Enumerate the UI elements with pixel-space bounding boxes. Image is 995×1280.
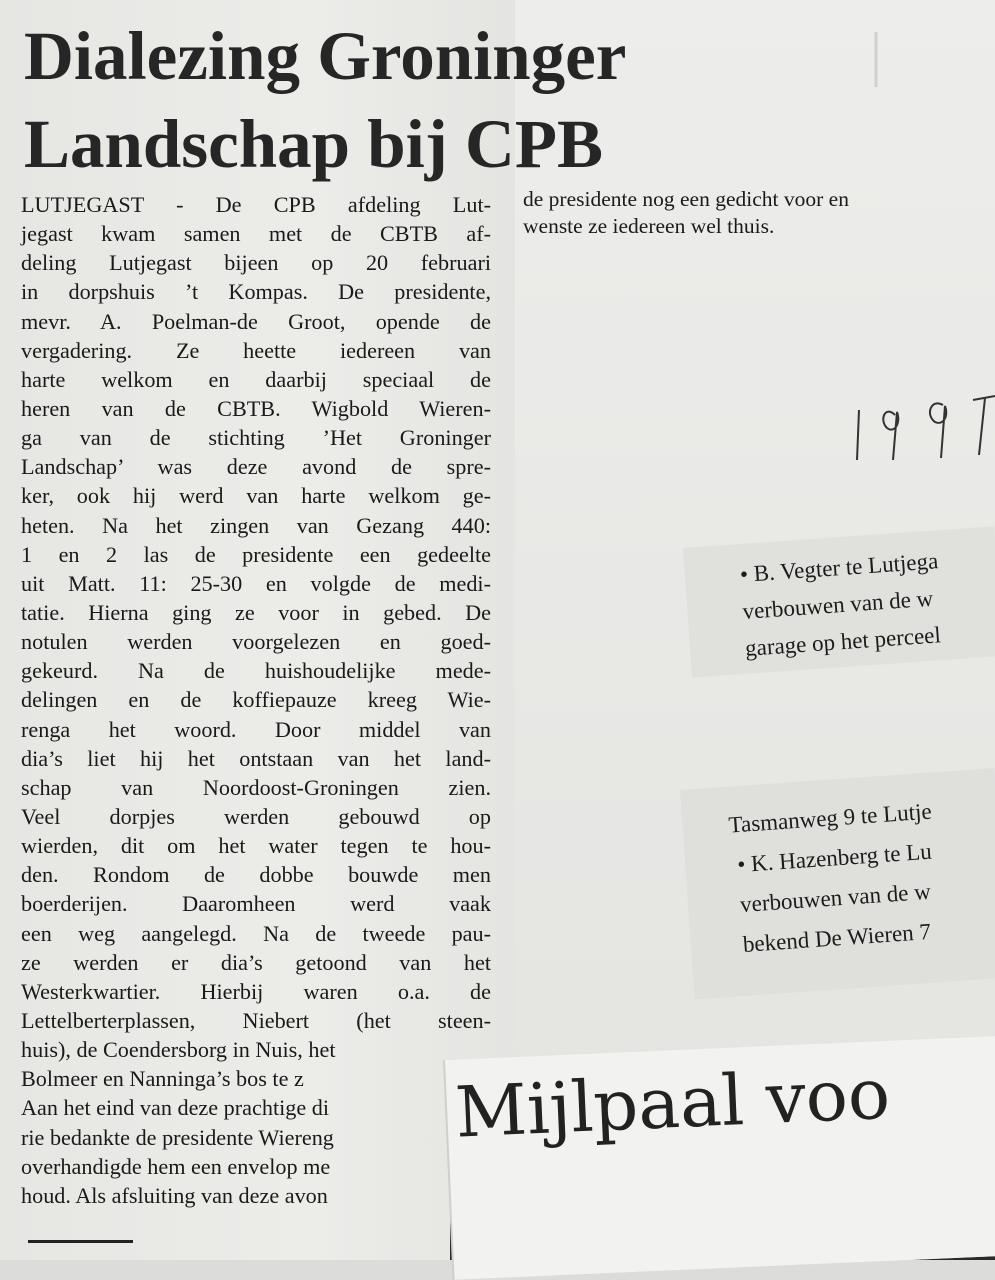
handwritten-year (845, 360, 995, 480)
permit-line: verbouwen van de w (741, 585, 934, 624)
article-left-line: vergadering. Ze heette iedereen van (21, 337, 491, 363)
permit-line: • K. Hazenberg te Lu (736, 838, 933, 878)
article-left-line: uit Matt. 11: 25-30 en volgde de medi- (21, 570, 491, 596)
article-left-line: mevr. A. Poelman-de Groot, opende de (21, 308, 491, 334)
headline (24, 12, 784, 188)
article-left-line: den. Rondom de dobbe bouwde men (21, 862, 491, 888)
article-left-line: Westerkwartier. Hierbij waren o.a. de (21, 978, 491, 1004)
permit-line: verbouwen van de w (739, 878, 932, 918)
article-left-line: een weg aangelegd. Na de tweede pau- (21, 920, 491, 946)
clipping-bottom-title: Mijlpaal voo (453, 1052, 892, 1154)
article-left-line: LUTJEGAST - De CPB afdeling Lut- (21, 192, 491, 217)
article-left-line: ker, ook hij werd van harte welkom ge- (21, 483, 491, 509)
permit-line: • B. Vegter te Lutjega (739, 548, 939, 588)
article-left-line: harte welkom en daarbij speciaal de (21, 366, 491, 392)
article-right-line: wenste ze iedereen wel thuis. (523, 214, 775, 238)
article-left-line: huis), de Coendersborg in Nuis, het (21, 1037, 336, 1063)
column-end-rule (28, 1240, 133, 1243)
article-left-line: ze werden er dia’s getoond van het (21, 949, 491, 975)
clipping-permits-1 (683, 526, 995, 677)
article-left-line: jegast kwam samen met de CBTB af- (21, 221, 491, 247)
permit-line: Tasmanweg 9 te Lutje (727, 798, 933, 838)
article-left-line: Bolmeer en Nanninga’s bos te z (21, 1066, 304, 1092)
clipping-permits-2 (680, 768, 995, 999)
article-left-line: Landschap’ was deze avond de spre- (21, 454, 491, 480)
article-left-line: houd. Als afsluiting van deze avon (21, 1182, 328, 1208)
article-right-column (523, 186, 995, 240)
article-left-line: schap van Noordoost-Groningen zien. (21, 774, 491, 800)
article-left-line: heren van de CBTB. Wigbold Wieren- (21, 395, 491, 421)
article-left-line: deling Lutjegast bijeen op 20 februari (21, 250, 491, 276)
article-left-line: delingen en de koffiepauze kreeg Wie- (21, 687, 491, 713)
article-left-line: in dorpshuis ’t Kompas. De presidente, (21, 279, 491, 305)
article-left-line: gekeurd. Na de huishoudelijke mede- (21, 658, 491, 684)
permit-line: garage op het perceel (744, 622, 942, 661)
permit-line: bekend De Wieren 7 (742, 918, 932, 957)
article-left-line: renga het woord. Door middel van (21, 716, 491, 742)
article-left-line: dia’s liet hij het ontstaan van het land- (21, 745, 491, 771)
bleed-through: | (870, 21, 883, 87)
article-left-line: ga van de stichting ’Het Groninger (21, 425, 491, 451)
article-left-column (21, 190, 491, 1210)
headline-line-1: Dialezing Groninger (24, 18, 627, 94)
article-left-line: tatie. Hierna ging ze voor in gebed. De (21, 599, 491, 625)
article-left-line: notulen werden voorgelezen en goed- (21, 629, 491, 655)
article-left-line: heten. Na het zingen van Gezang 440: (21, 512, 491, 538)
article-left-line: Veel dorpjes werden gebouwd op (21, 803, 491, 829)
headline-line-2: Landschap bij CPB (24, 106, 604, 182)
article-left-line: rie bedankte de presidente Wiereng (21, 1124, 334, 1150)
article-right-line: de presidente nog een gedicht voor en (523, 187, 849, 211)
clipping-bottom (445, 1036, 995, 1280)
article-left-line: 1 en 2 las de presidente een gedeelte (21, 541, 491, 567)
article-left-line: Lettelberterplassen, Niebert (het steen- (21, 1007, 491, 1033)
article-left-line: Aan het eind van deze prachtige di (21, 1095, 330, 1121)
article-left-line: overhandigde hem een envelop me (21, 1153, 331, 1179)
article-left-line: wierden, dit om het water tegen te hou- (21, 833, 491, 859)
article-left-line: boerderijen. Daaromheen werd vaak (21, 891, 491, 917)
